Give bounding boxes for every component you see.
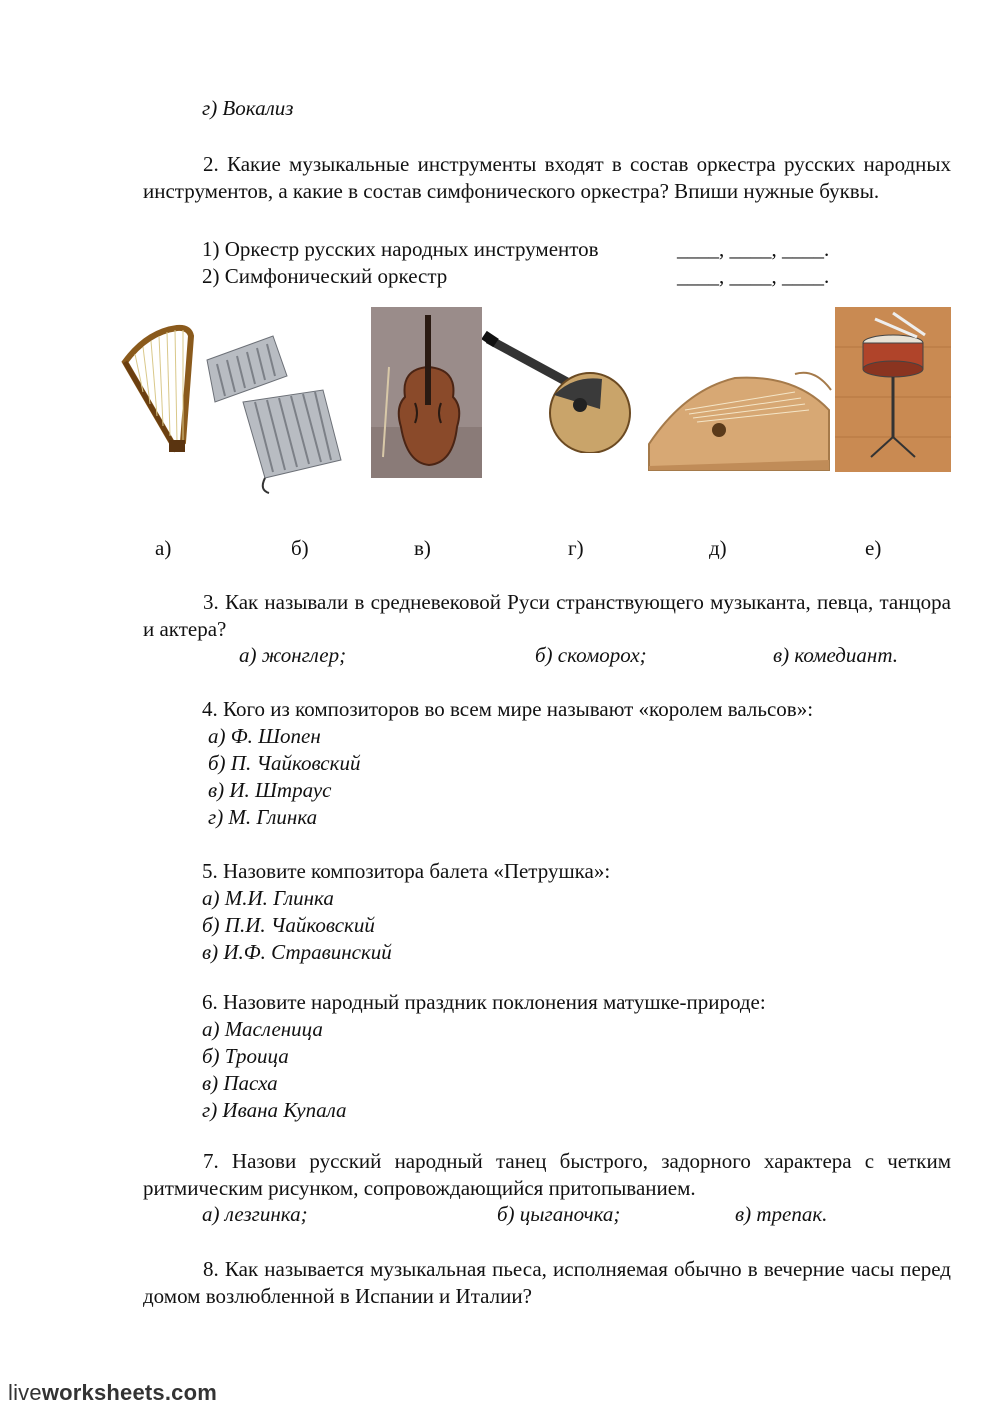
logo-suffix: .com [164, 1380, 218, 1405]
q6-option-b[interactable]: б) Троица [202, 1044, 289, 1068]
q3-question: 3. Как называли в средневековой Руси странствующего музыканта, певца, танцора и актера? [143, 590, 951, 641]
q6-option-g[interactable]: г) Ивана Купала [202, 1098, 347, 1122]
bayan-image [203, 330, 351, 495]
q6-option-v[interactable]: в) Пасха [202, 1071, 278, 1095]
q2-line1-label: 1) Оркестр русских народных инструментов [202, 237, 599, 261]
double-bass-image [371, 307, 482, 478]
q2-question: 2. Какие музыкальные инструменты входят в состав оркестра русских народных инструментов, а какие в состав симфонического оркестра? Впиши нужные буквы. [143, 152, 951, 203]
image-label-g: г) [568, 536, 584, 560]
q5-option-v[interactable]: в) И.Ф. Стравинский [202, 940, 392, 964]
q4-option-a[interactable]: а) Ф. Шопен [208, 724, 321, 748]
q1-option-g: г) Вокализ [202, 96, 294, 120]
q6-option-a[interactable]: а) Масленица [202, 1017, 323, 1041]
q2-line2-blanks[interactable]: ____, ____, ____. [677, 264, 830, 288]
image-label-v: в) [414, 536, 431, 560]
q4-option-b[interactable]: б) П. Чайковский [208, 751, 361, 775]
image-label-a: а) [155, 536, 172, 560]
q3-option-v[interactable]: в) комедиант. [773, 643, 898, 667]
q7-question: 7. Назови русский народный танец быстрого, задорного характера с четким ритмическим рисунком, сопровождающийся притопыванием. [143, 1149, 951, 1200]
domra-image [482, 323, 632, 453]
image-label-b: б) [291, 536, 309, 560]
q2-line1-blanks[interactable]: ____, ____, ____. [677, 237, 830, 261]
q3-option-b[interactable]: б) скоморох; [535, 643, 647, 667]
q4-option-g[interactable]: г) М. Глинка [208, 805, 318, 829]
q5-option-a[interactable]: а) М.И. Глинка [202, 886, 334, 910]
liveworksheets-logo [8, 1380, 217, 1406]
q4-question: 4. Кого из композиторов во всем мире называют «королем вальсов»: [202, 697, 814, 721]
q2-line2-label: 2) Симфонический оркестр [202, 264, 448, 288]
snare-drum-image [835, 307, 951, 472]
image-label-d: д) [709, 536, 727, 560]
harp-image [117, 322, 195, 457]
gusli-image [645, 370, 833, 474]
logo-light: live [8, 1380, 42, 1405]
q4-option-v[interactable]: в) И. Штраус [208, 778, 332, 802]
q3-option-a[interactable]: а) жонглер; [239, 643, 347, 667]
q6-question: 6. Назовите народный праздник поклонения матушке-природе: [202, 990, 766, 1014]
q5-option-b[interactable]: б) П.И. Чайковский [202, 913, 375, 937]
q8-question: 8. Как называется музыкальная пьеса, исполняемая обычно в вечерние часы перед домом возлюбленной в Испании и Италии? [143, 1257, 951, 1308]
image-label-e: е) [865, 536, 882, 560]
q7-option-v[interactable]: в) трепак. [735, 1202, 828, 1226]
q7-option-a[interactable]: а) лезгинка; [202, 1202, 308, 1226]
logo-bold: worksheets [41, 1380, 165, 1405]
q5-question: 5. Назовите композитора балета «Петрушка»: [202, 859, 611, 883]
q7-option-b[interactable]: б) цыганочка; [497, 1202, 621, 1226]
